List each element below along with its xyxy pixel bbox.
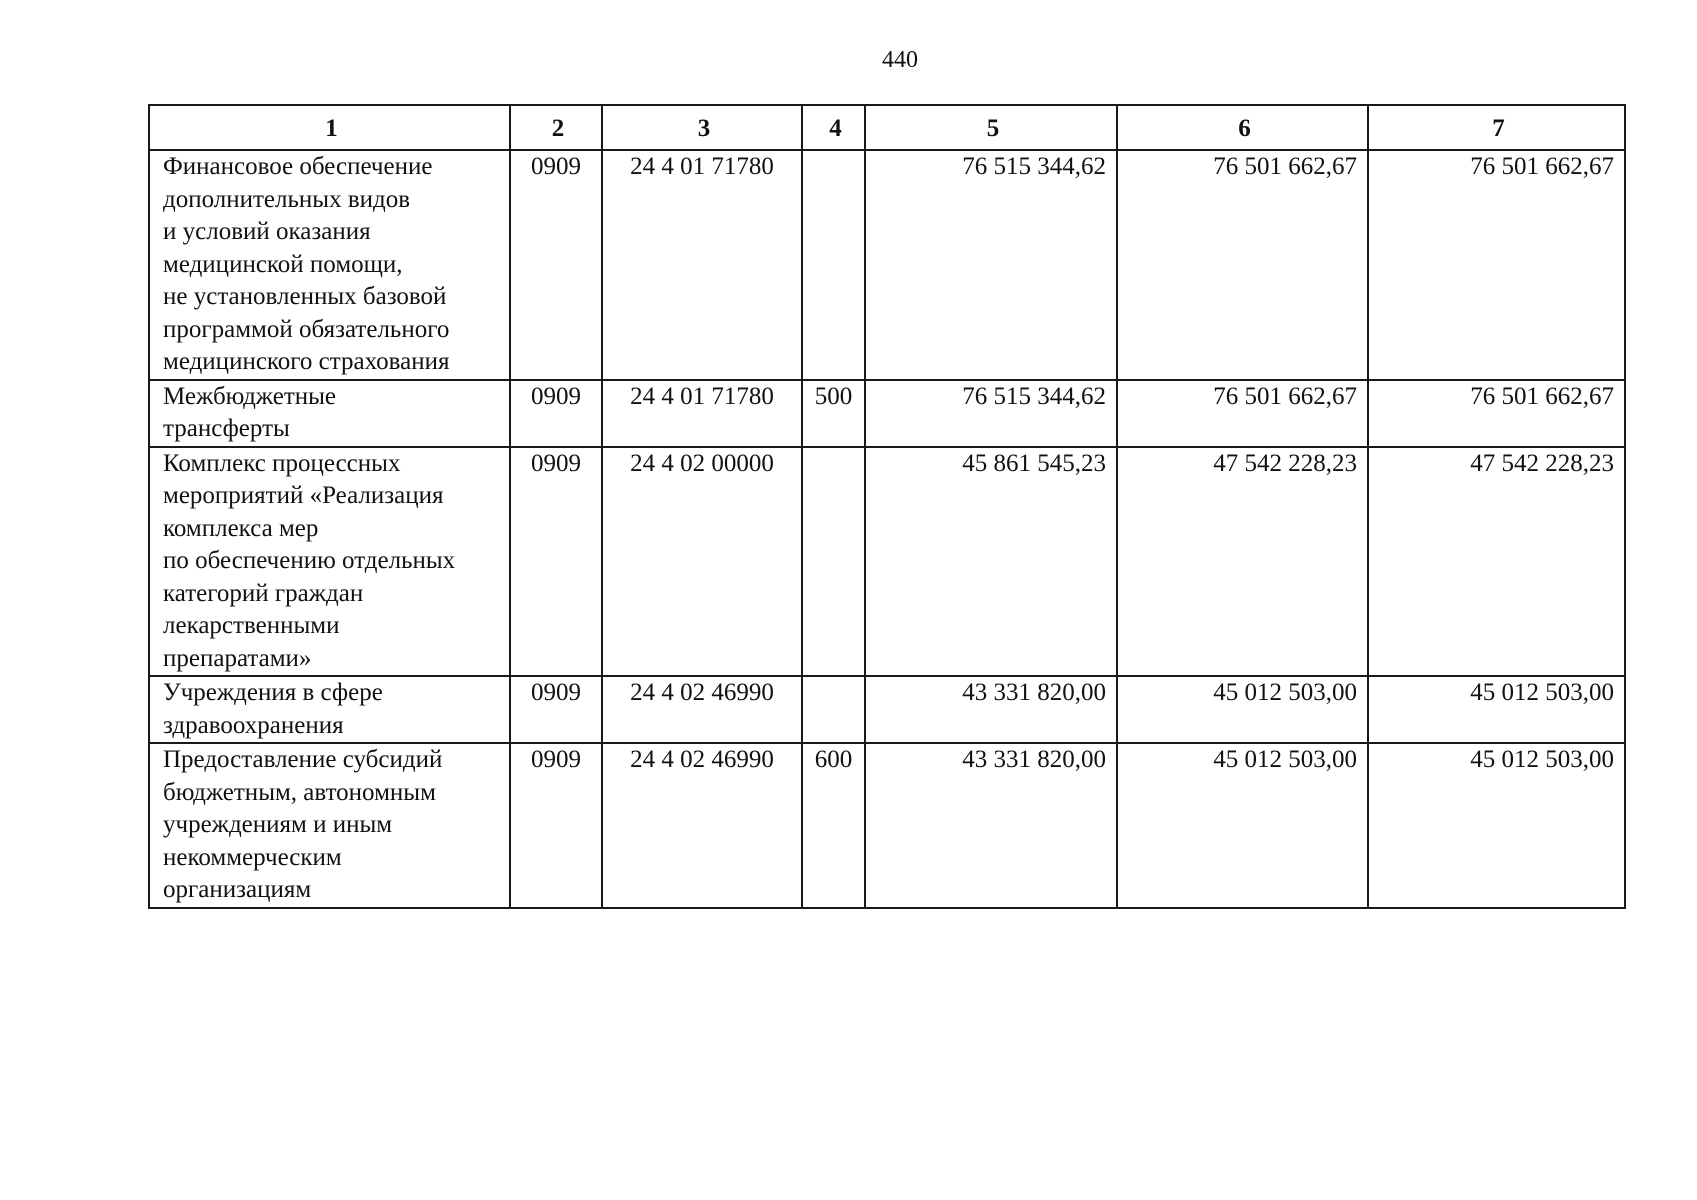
row-target-article: 24 4 01 71780 [602,150,802,380]
row-amount-col-7: 45 012 503,00 [1368,743,1625,908]
row-name-line: медицинского страхования [163,348,450,375]
row-target-article: 24 4 02 00000 [602,447,802,677]
row-expense-type: 500 [802,380,865,447]
row-amount-col-5: 76 515 344,62 [865,380,1117,447]
row-name-line: здравоохранения [163,711,344,739]
row-amount-col-6: 45 012 503,00 [1117,743,1368,908]
row-name-line: некоммерческим [163,843,342,871]
row-name [149,380,510,447]
row-amount-col-5: 43 331 820,00 [865,676,1117,743]
row-name [149,743,510,908]
header-col-4: 4 [802,105,865,150]
row-name-line: Учреждения в сфере [163,679,383,706]
row-target-article: 24 4 01 71780 [602,380,802,447]
row-section-code: 0909 [510,676,602,743]
row-name-line: дополнительных видов [163,185,411,213]
header-col-6: 6 [1117,105,1368,150]
header-col-7: 7 [1368,105,1625,150]
row-amount-col-7: 45 012 503,00 [1368,676,1625,743]
row-section-code: 0909 [510,380,602,447]
budget-table [148,104,1626,909]
row-amount-col-6: 47 542 228,23 [1117,447,1368,677]
row-amount-col-5: 43 331 820,00 [865,743,1117,908]
table-row [149,676,1625,743]
row-expense-type [802,676,865,743]
row-name-line: Предоставление субсидий [163,746,443,773]
row-name-line: бюджетным, автономным [163,778,436,806]
row-name-line: Межбюджетные [163,382,337,410]
header-col-3: 3 [602,105,802,150]
header-row [149,105,1625,150]
row-target-article: 24 4 02 46990 [602,676,802,743]
row-section-code: 0909 [510,150,602,380]
row-amount-col-6: 76 501 662,67 [1117,380,1368,447]
row-amount-col-5: 45 861 545,23 [865,447,1117,677]
row-name-line: мероприятий «Реализация [163,482,444,509]
page-number: 440 [882,47,918,73]
row-name-line: категорий граждан [163,579,364,607]
header-col-2: 2 [510,105,602,150]
row-expense-type [802,150,865,380]
header-col-5: 5 [865,105,1117,150]
row-name-line: лекарственными [163,612,340,639]
row-name-line: не установленных базовой [163,283,447,310]
table-row [149,150,1625,380]
row-name-line: Финансовое обеспечение [163,153,433,180]
row-name-line: трансферты [163,415,290,442]
row-amount-col-7: 76 501 662,67 [1368,380,1625,447]
row-name-line: комплекса мер [163,514,319,542]
table-row [149,380,1625,447]
table-row [149,447,1625,677]
header-col-1: 1 [149,105,510,150]
row-section-code: 0909 [510,447,602,677]
row-amount-col-6: 45 012 503,00 [1117,676,1368,743]
row-section-code: 0909 [510,743,602,908]
row-name-line: препаратами» [163,644,312,672]
row-name-line: Комплекс процессных [163,449,401,477]
table-row [149,743,1625,908]
row-name [149,150,510,380]
row-amount-col-5: 76 515 344,62 [865,150,1117,380]
row-amount-col-7: 47 542 228,23 [1368,447,1625,677]
row-name-line: по обеспечению отдельных [163,547,456,574]
row-amount-col-6: 76 501 662,67 [1117,150,1368,380]
row-name-line: и условий оказания [163,218,371,245]
row-expense-type: 600 [802,743,865,908]
row-expense-type [802,447,865,677]
row-amount-col-7: 76 501 662,67 [1368,150,1625,380]
row-name [149,447,510,677]
row-name-line: медицинской помощи, [163,250,403,278]
row-target-article: 24 4 02 46990 [602,743,802,908]
row-name-line: организациям [163,876,312,903]
row-name-line: учреждениям и иным [163,811,393,838]
row-name-line: программой обязательного [163,315,450,343]
row-name [149,676,510,743]
